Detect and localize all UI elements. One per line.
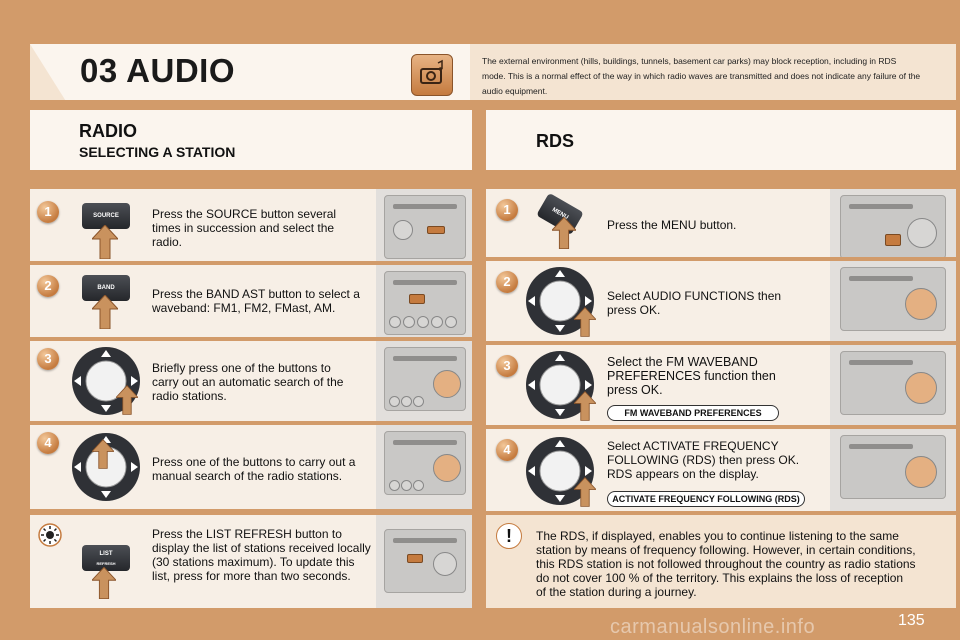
device-thumbnail [830,429,956,511]
band-button: BAND [82,275,130,301]
page-title: 03 AUDIO [80,52,235,89]
list-label: LIST [99,551,113,557]
activate-frequency-following-label: ACTIVATE FREQUENCY FOLLOWING (RDS) [607,491,805,507]
step-text: Press the MENU button. [607,218,737,232]
source-button: SOURCE [82,203,130,229]
step-text: Press the BAND AST button to select a waveband: FM1, FM2, FMast, AM. [152,287,360,315]
step-text: Select AUDIO FUNCTIONS then press OK. [607,289,782,317]
rds-step-3-card [486,345,956,425]
radio-step-2-card [30,265,472,337]
selecting-station-heading: SELECTING A STATION [79,144,236,160]
device-thumbnail [376,265,472,337]
rds-step-4-card [486,429,956,511]
device-thumbnail [376,189,472,261]
step-number: 4 [496,439,518,461]
rds-heading: RDS [536,131,575,151]
press-arrow-icon [552,217,576,249]
radio-step-3-card [30,341,472,421]
step-number: 3 [37,348,59,370]
radio-step-4-card [30,425,472,509]
rds-step-1-card [486,189,956,257]
radio-step-1-card [30,189,472,261]
device-thumbnail [830,345,956,425]
step-number: 1 [37,201,59,223]
device-thumbnail [376,515,472,608]
page-number: 135 [898,612,925,629]
step-text: Press one of the buttons to carry out a manual search of the radio stations. [152,455,356,483]
device-thumbnail [830,189,956,257]
menu-button: MENU [536,193,584,236]
press-arrow-icon [574,391,596,421]
device-thumbnail [830,261,956,341]
step-number: 4 [37,432,59,454]
step-text: Press the SOURCE button several times in succession and select the radio. [152,207,337,249]
press-arrow-icon [92,439,114,469]
tip-icon [38,523,62,547]
step-number: 1 [496,199,518,221]
press-arrow-icon [92,567,116,599]
warning-icon [496,523,522,549]
watermark: carmanualsonline.info [610,616,816,638]
press-arrow-icon [92,225,118,259]
fm-waveband-preferences-label: FM WAVEBAND PREFERENCES [607,405,779,421]
step-number: 2 [496,271,518,293]
press-arrow-icon [116,385,138,415]
warning-text: The RDS, if displayed, enables you to continue listening to the same station by means of frequency following. However, in certain conditions, this RDS station is not followed throughout the country as radio stations do not cover 100 % of the territory. This explains the loss of reception of the station during a journey. [536,529,916,599]
reception-note: The external environment (hills, buildings, tunnels, basement car parks) may block reception, including in RDS mode. This is a normal effect of the way in which radio waves are transmitted and does not indicate any failure of the audio equipment. [482,56,921,96]
device-thumbnail [376,425,472,509]
step-text: Select the FM WAVEBAND PREFERENCES function then press OK. [607,355,776,397]
press-arrow-icon [574,477,596,507]
device-thumbnail [376,341,472,421]
warning-symbol: ! [506,526,512,546]
press-arrow-icon [92,295,118,329]
step-text: Select ACTIVATE FREQUENCY FOLLOWING (RDS) then press OK. RDS appears on the display. [607,439,800,481]
step-number: 3 [496,355,518,377]
refresh-label: REFRESH [96,561,116,566]
press-arrow-icon [574,307,596,337]
tip-text: Press the LIST REFRESH button to display the list of stations received locally (30 stations maximum). To update this list, press for more than two seconds. [152,527,371,583]
rds-warning-card [486,515,956,608]
list-refresh-tip-card [30,515,472,608]
radio-heading: RADIO [79,121,137,141]
step-text: Briefly press one of the buttons to carry out an automatic search of the radio stations. [152,361,344,403]
rds-step-2-card [486,261,956,341]
audio-icon [411,54,453,96]
step-number: 2 [37,275,59,297]
